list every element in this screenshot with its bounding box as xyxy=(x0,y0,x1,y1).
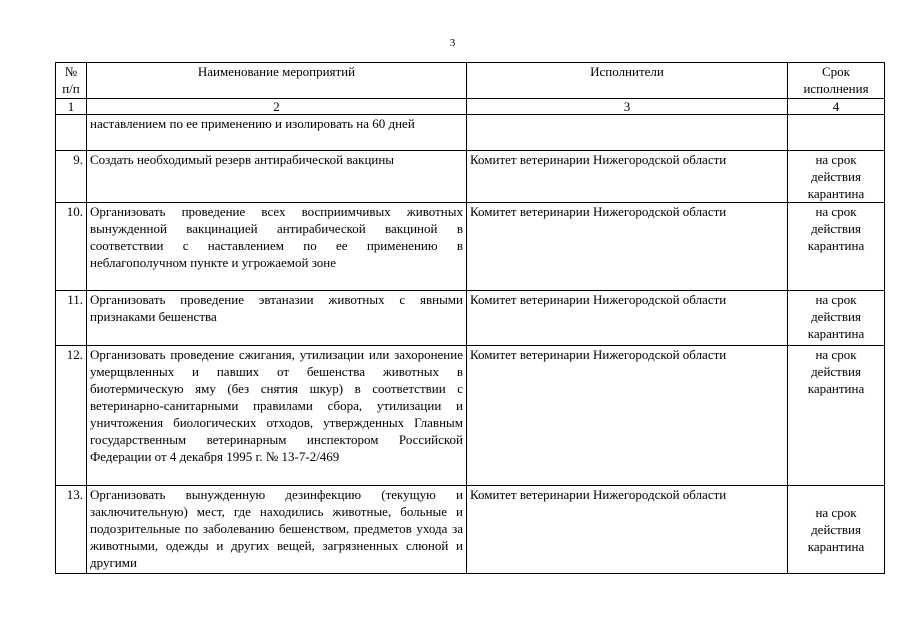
table-row xyxy=(56,346,885,486)
row-measure-text: Организовать проведение эвтаназии животных с явными признаками бешенства xyxy=(90,292,463,324)
row-measure-text: Создать необходимый резерв антирабической вакцины xyxy=(90,152,395,167)
row-number: 12. xyxy=(56,346,87,486)
row-term xyxy=(788,115,885,151)
row-number: 13. xyxy=(56,486,87,574)
table-row xyxy=(56,151,885,203)
row-measure-text: Организовать проведение всех восприимчивых животных вынужденной вакцинацией антирабической вакциной в соответствии с наставлением по ее применению в неблагополучном пункте и угрожаемой зоне xyxy=(90,204,463,270)
page-number: 3 xyxy=(449,37,456,49)
row-executors: Комитет ветеринарии Нижегородской области xyxy=(467,203,788,291)
row-term: на срок действия карантина xyxy=(788,151,885,203)
row-number: 10. xyxy=(56,203,87,291)
table-row xyxy=(56,486,885,574)
row-number xyxy=(56,115,87,151)
row-measure xyxy=(87,203,467,291)
column-index: 2 xyxy=(87,99,467,115)
table-header-row xyxy=(56,63,885,99)
table-row xyxy=(56,203,885,291)
header-executors: Исполнители xyxy=(467,63,788,99)
header-term: Срок исполнения xyxy=(788,63,885,99)
row-term: на срок действия карантина xyxy=(788,346,885,486)
table-row xyxy=(56,115,885,151)
row-executors: Комитет ветеринарии Нижегородской области xyxy=(467,291,788,346)
header-name: Наименование мероприятий xyxy=(87,63,467,99)
row-number: 11. xyxy=(56,291,87,346)
row-measure-text: Организовать вынужденную дезинфекцию (текущую и заключительную) мест, где находились животные, больные и подозрительные по заболеванию бешенством, предметов ухода за животными, одежды и других вещей, загрязненных слюной и другими xyxy=(90,487,463,570)
row-measure xyxy=(87,151,467,203)
measures-table xyxy=(55,62,885,574)
column-index: 1 xyxy=(56,99,87,115)
column-index-row xyxy=(56,99,885,115)
row-executors: Комитет ветеринарии Нижегородской области xyxy=(467,151,788,203)
row-measure xyxy=(87,346,467,486)
row-measure xyxy=(87,115,467,151)
column-index: 3 xyxy=(467,99,788,115)
row-term: на срок действия карантина xyxy=(788,486,885,574)
row-term: на срок действия карантина xyxy=(788,203,885,291)
row-measure-text: Организовать проведение сжигания, утилизации или захоронение умерщвленных и павших от бешенства животных в биотермическую яму (без снятия шкур) в соответствии с ветеринарно-санитарными правилами сбора, утилизации и уничтожения биологических отходов, утвержденных Главным государственным ветеринарным инспектором Российской Федерации от 4 декабря 1995 г. № 13-7-2/469 xyxy=(90,347,463,464)
row-executors: Комитет ветеринарии Нижегородской области xyxy=(467,486,788,574)
row-term: на срок действия карантина xyxy=(788,291,885,346)
table-row xyxy=(56,291,885,346)
row-measure xyxy=(87,291,467,346)
row-number: 9. xyxy=(56,151,87,203)
header-num: № п/п xyxy=(56,63,87,99)
column-index: 4 xyxy=(788,99,885,115)
row-executors: Комитет ветеринарии Нижегородской области xyxy=(467,346,788,486)
row-measure xyxy=(87,486,467,574)
row-executors xyxy=(467,115,788,151)
row-measure-text: наставлением по ее применению и изолировать на 60 дней xyxy=(90,116,415,131)
